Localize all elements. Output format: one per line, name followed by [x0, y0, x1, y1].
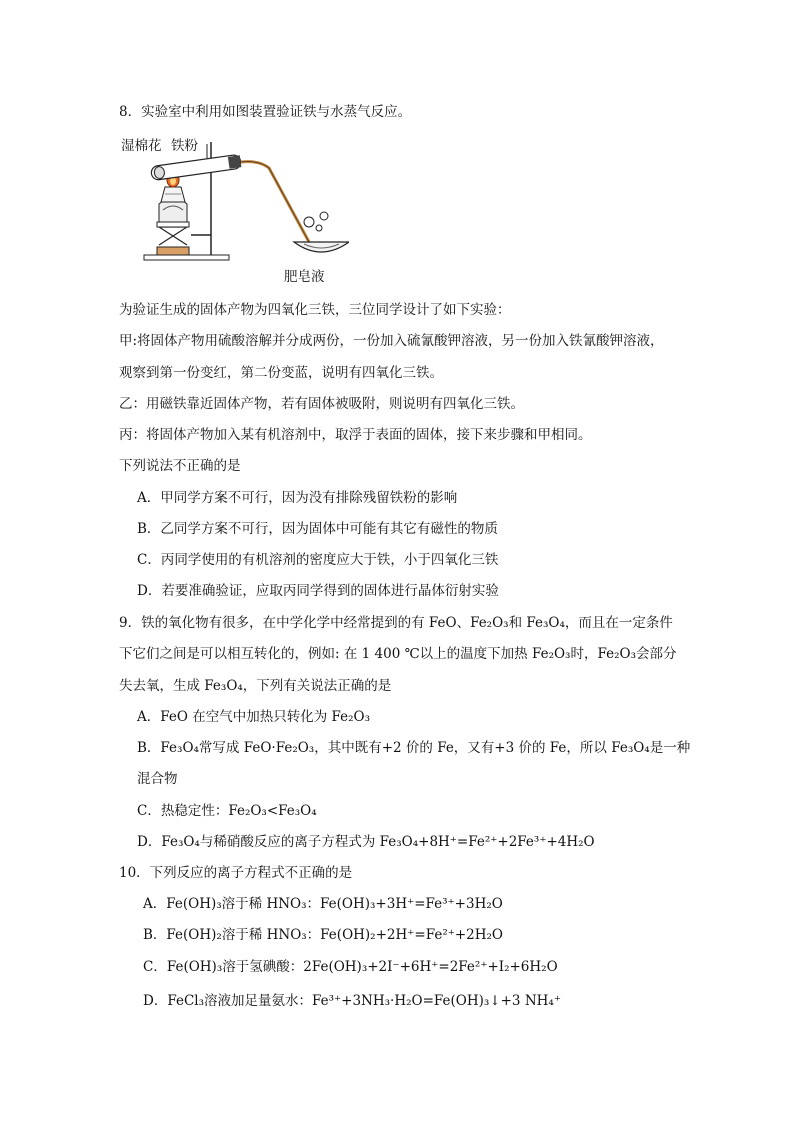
q10-stem: 10．下列反应的离子方程式不正确的是: [119, 865, 353, 881]
q9-line1: 9．铁的氧化物有很多，在中学化学中经常提到的有 FeO、Fe₂O₃和 Fe₃O₄，而且在一定条件: [119, 615, 673, 631]
apparatus-drawing: [119, 132, 349, 267]
q9-option-c: C．热稳定性：Fe₂O₃<Fe₃O₄: [137, 803, 317, 819]
q8-jia-line2: 观察到第一份变红，第二份变蓝，说明有四氧化三铁。: [119, 365, 443, 381]
q9-option-b-line1: B．Fe₃O₄常写成 FeO·Fe₂O₃，其中既有+2 价的 Fe，又有+3 价的 Fe，所以 Fe₃O₄是一种: [137, 740, 691, 756]
q8-option-a: A．甲同学方案不可行，因为没有排除残留铁粉的影响: [137, 490, 458, 506]
q8-option-b: B．乙同学方案不可行，因为固体中可能有其它有磁性的物质: [137, 521, 498, 537]
q9-line2: 下它们之间是可以相互转化的，例如: 在 1 400 ℃以上的温度下加热 Fe₂O₃时，Fe₂O₃会部分: [119, 646, 677, 662]
q10-option-a: A．Fe(OH)₃溶于稀 HNO₃：Fe(OH)₃+3H⁺=Fe³⁺+3H₂O: [143, 896, 503, 912]
wet-cotton-label: 湿棉花: [121, 138, 162, 154]
q8-intro: 为验证生成的固体产物为四氧化三铁，三位同学设计了如下实验：: [119, 302, 511, 318]
q9-option-a: A．FeO 在空气中加热只转化为 Fe₂O₃: [137, 709, 371, 725]
q9-line3: 失去氧，生成 Fe₃O₄，下列有关说法正确的是: [119, 678, 392, 694]
q9-option-d: D．Fe₃O₄与稀硝酸反应的离子方程式为 Fe₃O₄+8H⁺=Fe²⁺+2Fe³⁺+4H₂O: [137, 834, 595, 850]
q10-option-c: C．Fe(OH)₃溶于氢碘酸：2Fe(OH)₃+2I⁻+6H⁺=2Fe²⁺+I₂+6H₂O: [143, 959, 558, 975]
q8-jia-line1: 甲:将固体产物用硫酸溶解并分成两份，一份加入硫氰酸钾溶液，另一份加入铁氰酸钾溶液，: [119, 333, 664, 349]
q9-option-b-line2: 混合物: [137, 771, 178, 787]
q8-option-c: C．丙同学使用的有机溶剂的密度应大于铁，小于四氧化三铁: [137, 552, 499, 568]
q8-stem: 8．实验室中利用如图装置验证铁与水蒸气反应。: [119, 104, 412, 120]
q8-yi: 乙：用磁铁靠近固体产物，若有固体被吸附，则说明有四氧化三铁。: [119, 396, 524, 412]
q10-option-d: D．FeCl₃溶液加足量氨水：Fe³⁺+3NH₃·H₂O=Fe(OH)₃↓+3 NH₄⁺: [143, 993, 561, 1009]
q8-question: 下列说法不正确的是: [119, 458, 241, 474]
q8-bing: 丙：将固体产物加入某有机溶剂中，取浮于表面的固体，接下来步骤和甲相同。: [119, 427, 592, 443]
q10-option-b: B．Fe(OH)₂溶于稀 HNO₃：Fe(OH)₂+2H⁺=Fe²⁺+2H₂O: [143, 927, 504, 943]
q8-option-d: D．若要准确验证，应取丙同学得到的固体进行晶体衍射实验: [137, 583, 499, 599]
experiment-apparatus-figure: [119, 132, 349, 287]
soap-solution-label: 肥皂液: [284, 269, 325, 285]
iron-powder-label: 铁粉: [171, 138, 198, 154]
